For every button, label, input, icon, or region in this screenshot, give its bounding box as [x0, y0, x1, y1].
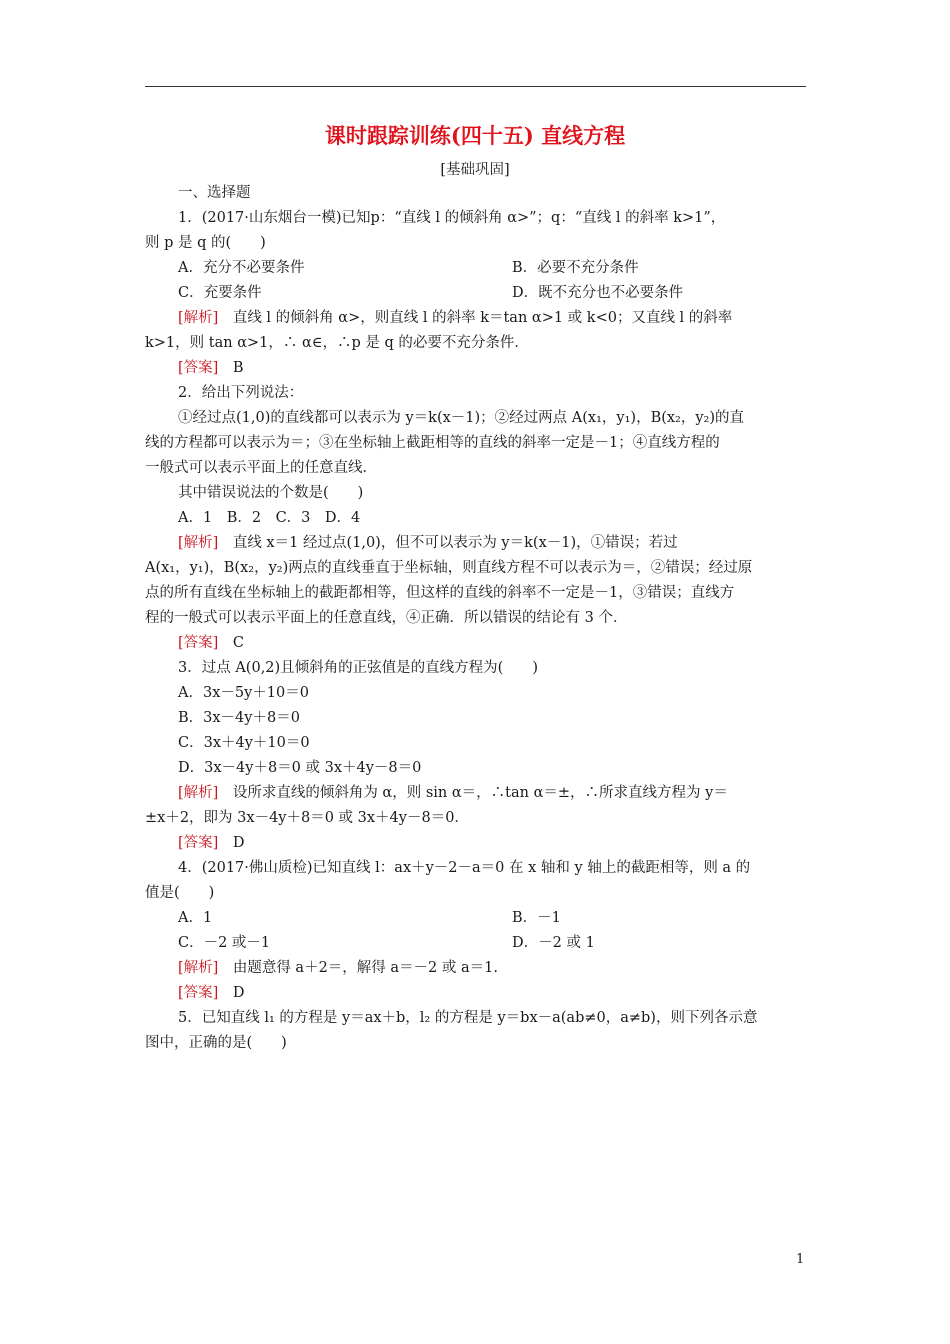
header-rule [145, 86, 806, 87]
q1-analysis-line2: k>1，则 tan α>1，∴ α∈，∴p 是 q 的必要不充分条件． [145, 335, 529, 351]
q3-option-a: A．3x－5y＋10＝0 [178, 685, 309, 701]
q4-option-c: C．－2 或－1 [178, 935, 271, 951]
q1-stem-line2: 则 p 是 q 的( ) [145, 235, 266, 251]
q4-stem-line1: 4．(2017·佛山质检)已知直线 l：ax＋y－2－a＝0 在 x 轴和 y 轴上的截距相等，则 a 的 [178, 860, 751, 876]
page-number: 1 [796, 1252, 805, 1267]
q4-stem-line2: 值是( ) [145, 885, 215, 901]
q2-analysis-line2: A(x₁，y₁)，B(x₂，y₂)两点的直线垂直于坐标轴，则直线方程不可以表示为＝，②错误；经过原 [145, 560, 753, 576]
q1-option-c: C．充要条件 [178, 285, 262, 301]
q2-analysis-text: 直线 x＝1 经过点(1,0)，但不可以表示为 y＝k(x－1)，①错误；若过 [218, 535, 678, 551]
q1-answer-value: B [218, 360, 244, 376]
analysis-tag: [解析] [178, 535, 219, 551]
answer-tag: [答案] [178, 360, 219, 376]
q1-option-b: B．必要不充分条件 [512, 260, 639, 276]
q2-stem-line0: 2．给出下列说法： [178, 385, 304, 401]
q4-analysis-line1 [178, 958, 498, 978]
q1-stem-line1: 1．(2017·山东烟台一模)已知p：“直线 l 的倾斜角 α>”；q：“直线 l 的斜率 k>1”， [178, 210, 726, 226]
q3-analysis-line1 [178, 783, 728, 803]
q2-options: A．1 B．2 C．3 D．4 [178, 510, 361, 526]
section-title: 一、选择题 [178, 185, 251, 201]
q3-analysis-text: 设所求直线的倾斜角为 α，则 sin α＝，∴tan α＝±，∴所求直线方程为 y＝ [218, 785, 728, 801]
q2-stem-line3: 一般式可以表示平面上的任意直线． [145, 460, 377, 476]
answer-tag: [答案] [178, 635, 219, 651]
q4-answer [178, 983, 244, 1003]
q2-answer-value: C [218, 635, 244, 651]
answer-tag: [答案] [178, 985, 219, 1001]
q3-answer-value: D [218, 835, 245, 851]
analysis-tag: [解析] [178, 960, 219, 976]
q2-analysis-line4: 程的一般式可以表示平面上的任意直线，④正确．所以错误的结论有 3 个． [145, 610, 628, 626]
q3-option-c: C．3x＋4y＋10＝0 [178, 735, 310, 751]
q1-analysis-text: 直线 l 的倾斜角 α>，则直线 l 的斜率 k＝tan α>1 或 k<0；又直线 l 的斜率 [218, 310, 733, 326]
q4-answer-value: D [218, 985, 245, 1001]
q4-option-b: B．－1 [512, 910, 561, 926]
q2-stem-line2: 线的方程都可以表示为＝；③在坐标轴上截距相等的直线的斜率一定是－1；④直线方程的 [145, 435, 720, 451]
q3-analysis-line2: ±x＋2，即为 3x－4y＋8＝0 或 3x＋4y－8＝0． [145, 810, 469, 826]
q2-answer [178, 633, 244, 653]
q3-option-b: B．3x－4y＋8＝0 [178, 710, 300, 726]
answer-tag: [答案] [178, 835, 219, 851]
analysis-tag: [解析] [178, 310, 219, 326]
q5-stem-line2: 图中，正确的是( ) [145, 1035, 287, 1051]
q2-analysis-line1 [178, 533, 678, 553]
q4-analysis-text: 由题意得 a＋2＝，解得 a＝－2 或 a＝1. [218, 960, 498, 976]
q5-stem-line1: 5．已知直线 l₁ 的方程是 y＝ax＋b，l₂ 的方程是 y＝bx－a(ab≠0，a≠b)，则下列各示意 [178, 1010, 758, 1026]
q2-stem-line1: ①经过点(1,0)的直线都可以表示为 y＝k(x－1)；②经过两点 A(x₁，y₁)，B(x₂，y₂)的直 [178, 410, 745, 426]
q1-option-d: D．既不充分也不必要条件 [512, 285, 684, 301]
q3-option-d: D．3x－4y＋8＝0 或 3x＋4y－8＝0 [178, 760, 422, 776]
q2-stem-line4: 其中错误说法的个数是( ) [178, 485, 364, 501]
section-subtitle: [基础巩固] [440, 162, 510, 178]
page-title: 课时跟踪训练(四十五) 直线方程 [324, 123, 626, 148]
q3-stem: 3．过点 A(0,2)且倾斜角的正弦值是的直线方程为( ) [178, 660, 538, 676]
q1-answer [178, 358, 243, 378]
q3-answer [178, 833, 244, 853]
q2-analysis-line3: 点的所有直线在坐标轴上的截距都相等，但这样的直线的斜率不一定是－1，③错误；直线方 [145, 585, 735, 601]
q1-option-a: A．充分不必要条件 [178, 260, 305, 276]
q4-option-d: D．－2 或 1 [512, 935, 595, 951]
q4-option-a: A．1 [178, 910, 213, 926]
analysis-tag: [解析] [178, 785, 219, 801]
q1-analysis-line1 [178, 308, 732, 328]
